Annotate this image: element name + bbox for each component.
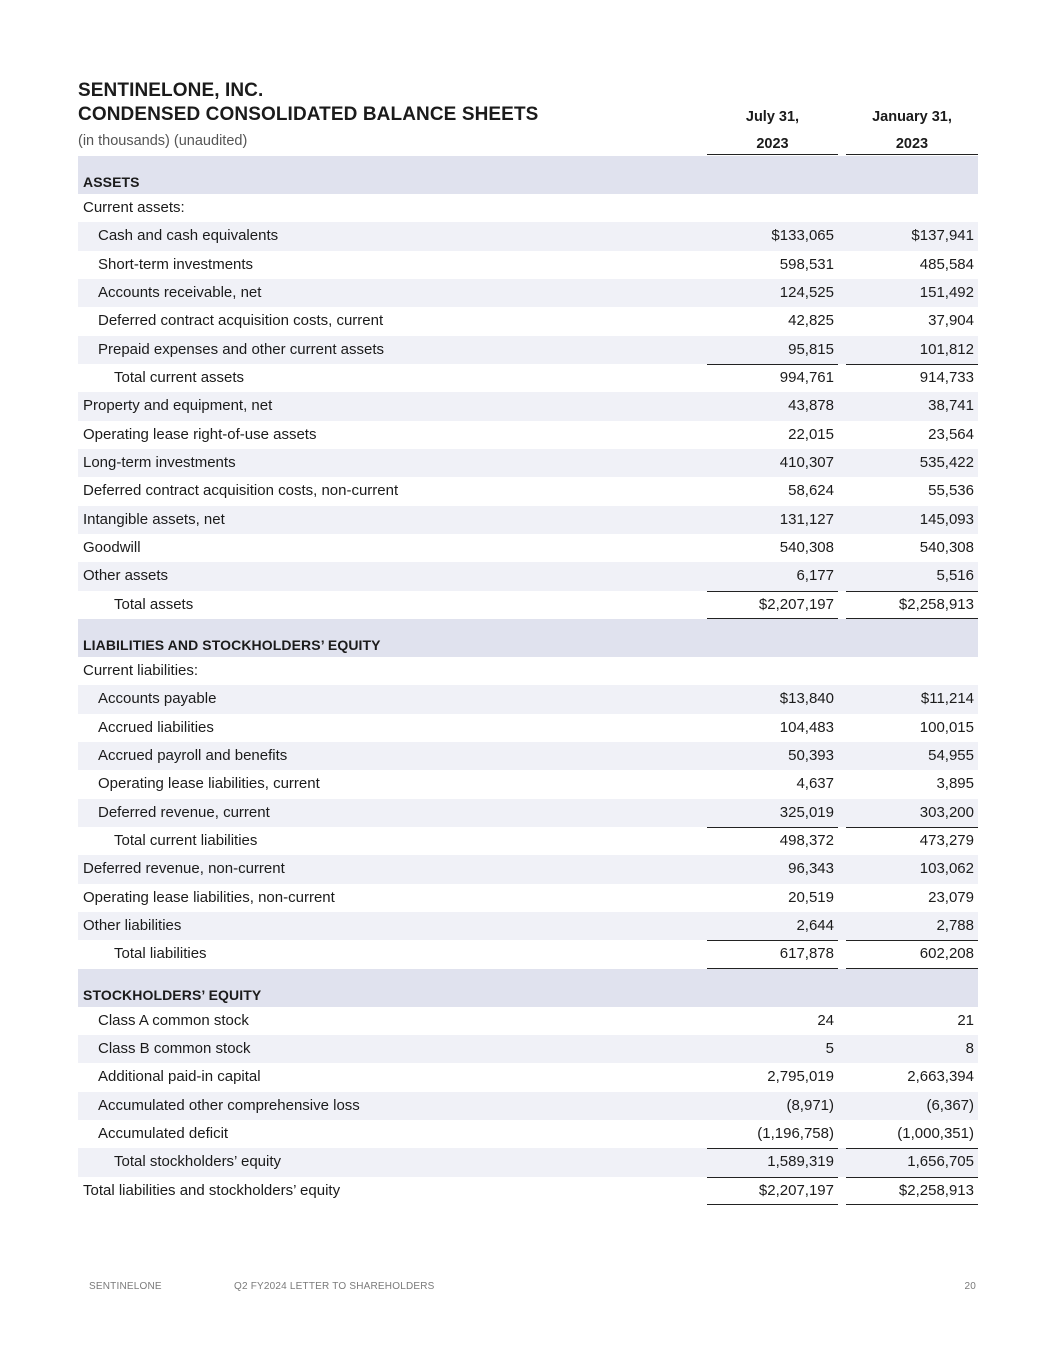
value-july-2023: 410,307 — [779, 453, 834, 471]
section-header — [78, 619, 978, 657]
total-rule — [707, 1204, 838, 1205]
table-row — [78, 799, 978, 827]
value-july-2023: $2,207,197 — [758, 595, 834, 613]
value-july-2023: 598,531 — [779, 255, 834, 273]
row-label: Accrued payroll and benefits — [98, 746, 288, 764]
value-july-2023: 994,761 — [779, 368, 834, 386]
value-january-2023: 151,492 — [919, 283, 974, 301]
value-january-2023: 2,788 — [936, 916, 974, 934]
value-july-2023: 2,644 — [796, 916, 834, 934]
subtotal-rule — [846, 827, 978, 828]
value-july-2023: 5 — [825, 1039, 834, 1057]
subtotal-rule — [846, 940, 978, 941]
company-name: SENTINELONE, INC. — [78, 80, 264, 101]
value-july-2023: 58,624 — [788, 482, 834, 500]
subtotal-rule — [846, 1148, 978, 1149]
table-row — [78, 1120, 978, 1148]
value-july-2023: 20,519 — [788, 888, 834, 906]
subtotal-rule — [707, 1177, 838, 1178]
value-january-2023: 21 — [957, 1011, 974, 1029]
row-label: Long-term investments — [83, 453, 236, 471]
table-row — [78, 855, 978, 883]
value-july-2023: 43,878 — [788, 397, 834, 415]
row-label: Total liabilities and stockholders’ equity — [83, 1181, 341, 1199]
value-january-2023: 23,079 — [928, 888, 974, 906]
value-july-2023: 2,795,019 — [767, 1068, 834, 1086]
subtotal-rule — [707, 1148, 838, 1149]
row-label: Additional paid-in capital — [98, 1068, 261, 1086]
value-january-2023: (6,367) — [926, 1096, 974, 1114]
table-row — [78, 827, 978, 855]
table-row — [78, 392, 978, 420]
table-row — [78, 770, 978, 798]
row-label: Intangible assets, net — [83, 510, 225, 528]
balance-sheet-table — [78, 156, 978, 1205]
column-header-year: 2023 — [895, 136, 929, 152]
section-header — [78, 969, 978, 1007]
value-january-2023: 145,093 — [919, 510, 974, 528]
column-header-date: July 31, — [745, 109, 800, 125]
value-july-2023: 617,878 — [779, 945, 834, 963]
column-header-january-2023 — [846, 104, 978, 158]
table-row — [78, 1177, 978, 1205]
table-row — [78, 251, 978, 279]
row-label: Total assets — [114, 595, 194, 613]
section-header-label: STOCKHOLDERS’ EQUITY — [83, 986, 262, 1003]
value-july-2023: $13,840 — [779, 690, 834, 708]
value-january-2023: 303,200 — [919, 803, 974, 821]
value-january-2023: 485,584 — [919, 255, 974, 273]
row-label: Total liabilities — [114, 945, 207, 963]
table-row — [78, 884, 978, 912]
value-january-2023: $11,214 — [920, 690, 974, 708]
table-row — [78, 685, 978, 713]
subtotal-rule — [846, 1177, 978, 1178]
footer-brand: SENTINELONE — [89, 1281, 162, 1292]
value-january-2023: 2,663,394 — [907, 1068, 974, 1086]
value-january-2023: $137,941 — [911, 227, 974, 245]
value-july-2023: $133,065 — [771, 227, 834, 245]
value-july-2023: 42,825 — [788, 312, 834, 330]
value-july-2023: 104,483 — [779, 718, 834, 736]
page-number: 20 — [964, 1281, 976, 1292]
table-row — [78, 1035, 978, 1063]
value-july-2023: (8,971) — [786, 1096, 834, 1114]
value-january-2023: 37,904 — [928, 312, 974, 330]
row-label: Accounts receivable, net — [98, 283, 262, 301]
value-january-2023: 535,422 — [919, 453, 974, 471]
row-label: Prepaid expenses and other current assets — [98, 340, 385, 358]
row-label: Short-term investments — [98, 255, 254, 273]
row-label: Goodwill — [83, 538, 141, 556]
subtotal-rule — [707, 940, 838, 941]
value-january-2023: 5,516 — [936, 567, 974, 585]
value-july-2023: 1,589,319 — [767, 1153, 834, 1171]
value-january-2023: 540,308 — [919, 538, 974, 556]
statement-header — [78, 78, 978, 156]
row-label: Accumulated deficit — [98, 1124, 229, 1142]
row-label: Operating lease liabilities, current — [98, 775, 320, 793]
row-label: Property and equipment, net — [83, 397, 273, 415]
row-label: Other assets — [83, 567, 169, 585]
value-july-2023: 4,637 — [796, 775, 834, 793]
table-row — [78, 534, 978, 562]
table-row — [78, 1092, 978, 1120]
value-january-2023: 100,015 — [919, 718, 974, 736]
table-row — [78, 477, 978, 505]
value-january-2023: $2,258,913 — [898, 1181, 974, 1199]
statement-title: CONDENSED CONSOLIDATED BALANCE SHEETS — [78, 104, 539, 125]
row-label: Class B common stock — [98, 1039, 251, 1057]
table-row — [78, 1007, 978, 1035]
row-label: Accounts payable — [98, 690, 217, 708]
value-january-2023: $2,258,913 — [898, 595, 974, 613]
row-label: Accrued liabilities — [98, 718, 214, 736]
value-january-2023: 101,812 — [919, 340, 974, 358]
value-january-2023: 1,656,705 — [907, 1153, 974, 1171]
table-row — [78, 336, 978, 364]
column-header-rule — [846, 154, 978, 155]
section-header-label: LIABILITIES AND STOCKHOLDERS’ EQUITY — [83, 636, 381, 653]
table-row — [78, 591, 978, 619]
column-header-date: January 31, — [872, 109, 952, 125]
column-header-rule — [707, 154, 838, 155]
value-july-2023: 498,372 — [779, 831, 834, 849]
value-january-2023: (1,000,351) — [897, 1124, 974, 1142]
table-row — [78, 307, 978, 335]
value-july-2023: $2,207,197 — [758, 1181, 834, 1199]
table-row — [78, 912, 978, 940]
total-rule — [846, 1204, 978, 1205]
table-row — [78, 657, 978, 685]
value-july-2023: 24 — [817, 1011, 834, 1029]
value-july-2023: 124,525 — [779, 283, 834, 301]
row-label: Class A common stock — [98, 1011, 249, 1029]
subtotal-rule — [846, 591, 978, 592]
table-row — [78, 449, 978, 477]
row-label: Total current liabilities — [114, 831, 258, 849]
row-label: Deferred revenue, non-current — [83, 860, 285, 878]
row-label: Other liabilities — [83, 916, 182, 934]
value-july-2023: 325,019 — [779, 803, 834, 821]
row-label: Operating lease liabilities, non-current — [83, 888, 335, 906]
row-label: Deferred contract acquisition costs, non-current — [83, 482, 399, 500]
column-header-july-2023 — [707, 104, 838, 158]
table-row — [78, 1063, 978, 1091]
value-july-2023: (1,196,758) — [757, 1124, 834, 1142]
subtotal-rule — [707, 364, 838, 365]
value-july-2023: 22,015 — [788, 425, 834, 443]
table-row — [78, 714, 978, 742]
subtotal-rule — [846, 364, 978, 365]
table-row — [78, 194, 978, 222]
table-row — [78, 279, 978, 307]
value-july-2023: 96,343 — [788, 860, 834, 878]
value-january-2023: 103,062 — [919, 860, 974, 878]
row-label: Deferred revenue, current — [98, 803, 270, 821]
value-january-2023: 3,895 — [936, 775, 974, 793]
subtotal-rule — [707, 827, 838, 828]
row-label: Deferred contract acquisition costs, current — [98, 312, 384, 330]
value-july-2023: 131,127 — [779, 510, 834, 528]
table-row — [78, 940, 978, 968]
table-row — [78, 506, 978, 534]
value-january-2023: 914,733 — [919, 368, 974, 386]
row-label: Accumulated other comprehensive loss — [98, 1096, 360, 1114]
value-july-2023: 540,308 — [779, 538, 834, 556]
value-july-2023: 95,815 — [788, 340, 834, 358]
value-january-2023: 23,564 — [928, 425, 974, 443]
table-row — [78, 1148, 978, 1176]
footer-document-title: Q2 FY2024 LETTER TO SHAREHOLDERS — [234, 1281, 435, 1292]
value-january-2023: 55,536 — [928, 482, 974, 500]
value-january-2023: 8 — [965, 1039, 974, 1057]
value-january-2023: 54,955 — [928, 746, 974, 764]
row-label: Current assets: — [83, 199, 185, 216]
units-note: (in thousands) (unaudited) — [78, 133, 248, 149]
value-january-2023: 602,208 — [919, 945, 974, 963]
row-label: Total current assets — [114, 368, 245, 386]
row-label: Operating lease right-of-use assets — [83, 425, 317, 443]
value-july-2023: 6,177 — [796, 567, 834, 585]
section-header — [78, 156, 978, 194]
value-january-2023: 473,279 — [919, 831, 974, 849]
table-row — [78, 222, 978, 250]
table-row — [78, 421, 978, 449]
column-header-year: 2023 — [756, 136, 789, 152]
row-label: Cash and cash equivalents — [98, 227, 279, 245]
table-row — [78, 364, 978, 392]
table-row — [78, 562, 978, 590]
table-row — [78, 742, 978, 770]
row-label: Total stockholders’ equity — [114, 1153, 282, 1171]
section-header-label: ASSETS — [83, 174, 140, 190]
value-january-2023: 38,741 — [928, 397, 974, 415]
row-label: Current liabilities: — [83, 661, 199, 679]
value-july-2023: 50,393 — [788, 746, 834, 764]
subtotal-rule — [707, 591, 838, 592]
